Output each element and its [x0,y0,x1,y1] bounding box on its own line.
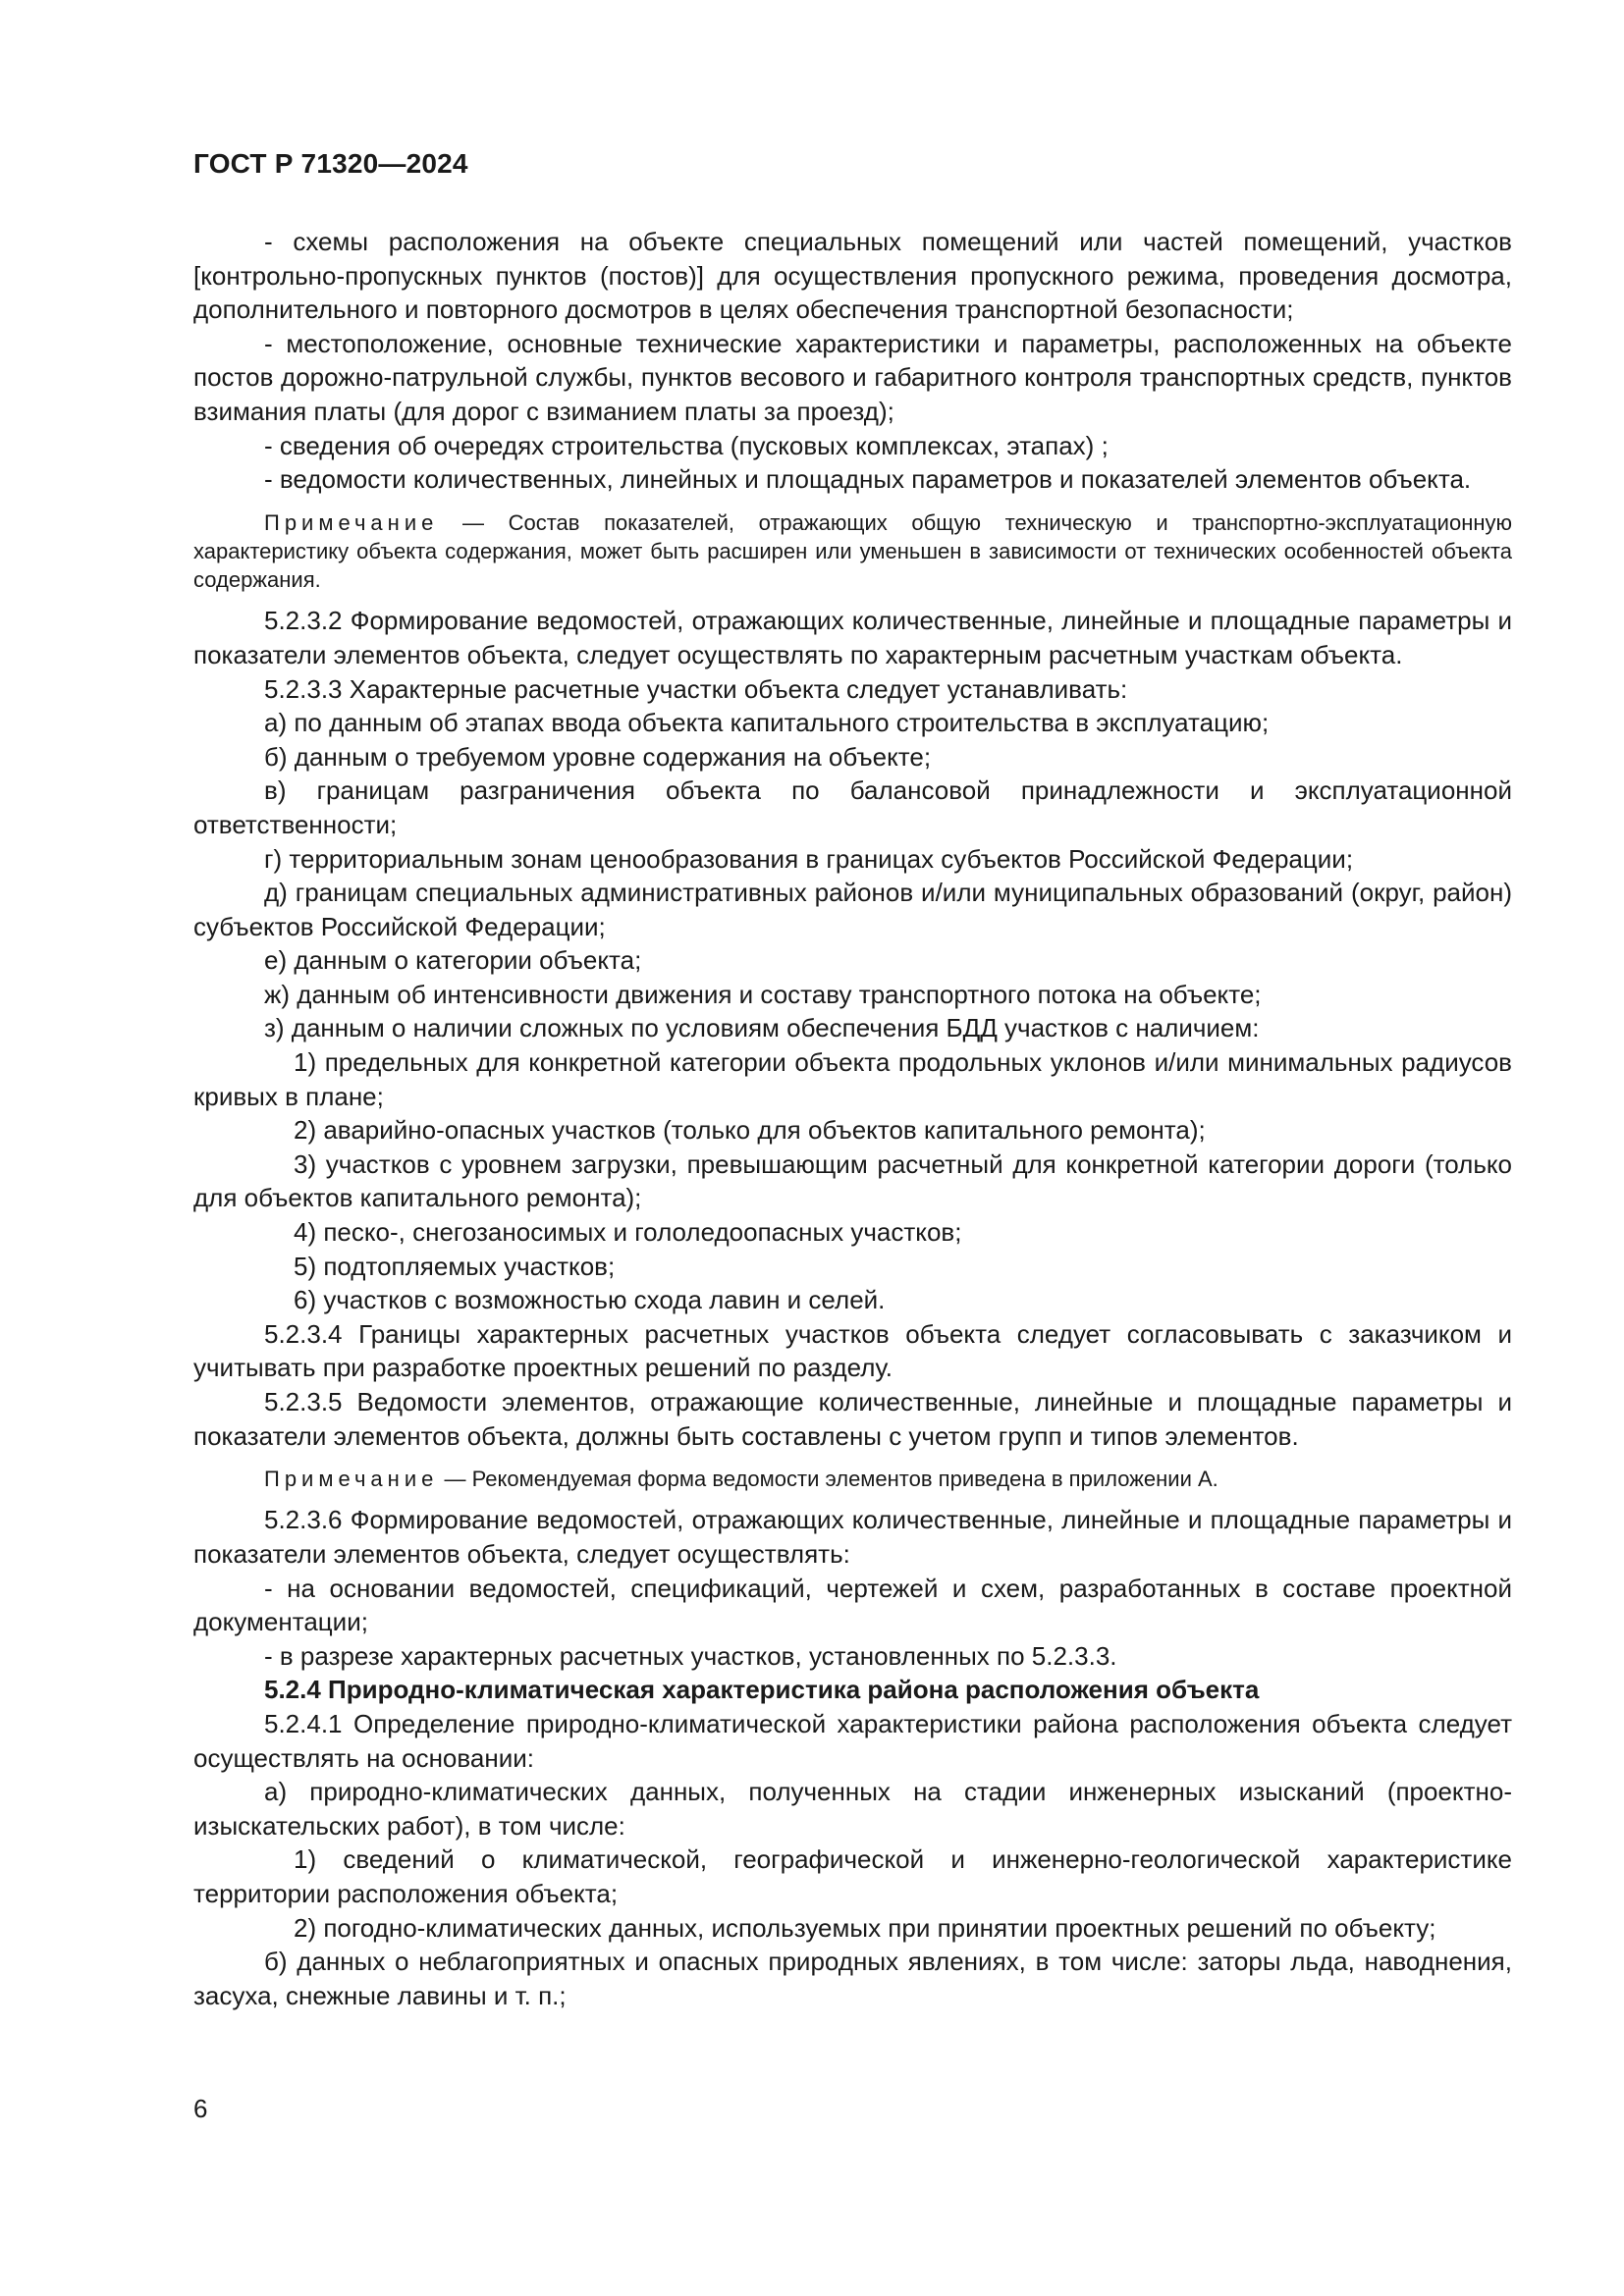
list-item: ж) данным об интенсивности движения и составу транспортного потока на объекте; [264,979,1262,1009]
sub-list-item: 1) предельных для конкретной категории объекта продольных уклонов и/или минимальных радиусов кривых в плане; [193,1047,1512,1111]
list-item: в) границам разграничения объекта по балансовой принадлежности и эксплуатационной ответственности; [193,775,1512,839]
list-item: а) природно-климатических данных, полученных на стадии инженерных изысканий (проектно-изыскательских работ), в том числе: [193,1777,1512,1841]
paragraph: 5.2.3.6 Формирование ведомостей, отражающих количественные, линейные и площадные параметры и показатели элементов объекта, следует осуществлять: [193,1505,1512,1569]
list-item: - на основании ведомостей, спецификаций, чертежей и схем, разработанных в составе проектной документации; [193,1573,1512,1637]
note-text: — Рекомендуемая форма ведомости элементов приведена в приложении А. [438,1467,1218,1492]
paragraph: 5.2.3.3 Характерные расчетные участки объекта следует устанавливать: [264,673,1128,704]
list-item: з) данным о наличии сложных по условиям обеспечения БДД участков с наличием: [264,1013,1260,1043]
note [193,508,1512,595]
list-item: д) границам специальных административных районов и/или муниципальных образований (округ, район) субъектов Российской Федерации; [193,878,1512,941]
sub-list-item: 5) подтопляемых участков; [294,1251,616,1281]
paragraph: 5.2.3.4 Границы характерных расчетных участков объекта следует согласовывать с заказчиком и учитывать при разработке проектных решений по разделу. [193,1318,1512,1383]
list-item: - в разрезе характерных расчетных участков, установленных по 5.2.3.3. [264,1640,1117,1671]
paragraph: 5.2.4.1 Определение природно-климатической характеристики района расположения объекта следует осуществлять на основании: [193,1708,1512,1773]
page-number: 6 [193,2094,208,2123]
sub-list-item: 1) сведений о климатической, географической и инженерно-геологической характеристике территории расположения объекта; [193,1844,1512,1908]
document-body [193,225,1512,2012]
list-item: г) территориальным зонам ценообразования в границах субъектов Российской Федерации; [264,843,1354,874]
sub-list-item: 3) участков с уровнем загрузки, превышающим расчетный для конкретной категории дороги (только для объектов капитального ремонта); [193,1148,1512,1213]
note-label: Примечание [264,509,439,535]
list-item: б) данным о требуемом уровне содержания на объекте; [264,741,932,772]
paragraph: - схемы расположения на объекте специальных помещений или частей помещений, участков [контрольно-пропускных пунктов (постов)] для осуществления пропускного режима, проведения досмотра, дополнительного и повторного досмотров в целях обеспечения транспортной безопасности; [193,227,1512,325]
sub-list-item: 4) песко-, снегозаносимых и гололедоопасных участков; [294,1217,962,1248]
list-item: а) по данным об этапах ввода объекта капитального строительства в эксплуатацию; [264,708,1270,738]
section-heading: 5.2.4 Природно-климатическая характеристика района расположения объекта [264,1675,1260,1705]
paragraph: - местоположение, основные технические характеристики и параметры, расположенных на объекте постов дорожно-патрульной службы, пунктов весового и габаритного контроля транспортных средств, пунктов взимания платы (для дорог с взиманием платы за проезд); [193,328,1512,426]
document-header: ГОСТ Р 71320—2024 [193,148,468,179]
sub-list-item: 2) аварийно-опасных участков (только для объектов капитального ремонта); [294,1115,1206,1146]
list-item: б) данных о неблагоприятных и опасных природных явлениях, в том числе: заторы льда, наводнения, засуха, снежные лавины и т. п.; [193,1947,1512,2010]
note-text: — Состав показателей, отражающих общую техническую и транспортно-эксплуатационную характеристику объекта содержания, может быть расширен или уменьшен в зависимости от технических особенностей объекта содержания. [193,509,1512,593]
sub-list-item: 2) погодно-климатических данных, используемых при принятии проектных решений по объекту; [294,1912,1436,1943]
paragraph: - ведомости количественных, линейных и площадных параметров и показателей элементов объекта. [264,464,1472,495]
list-item: е) данным о категории объекта; [264,945,642,976]
paragraph: 5.2.3.5 Ведомости элементов, отражающие количественные, линейные и площадные параметры и показатели элементов объекта, должны быть составлены с учетом групп и типов элементов. [193,1387,1512,1451]
note [193,1465,1512,1493]
paragraph: 5.2.3.2 Формирование ведомостей, отражающих количественные, линейные и площадные параметры и показатели элементов объекта, следует осуществлять по характерным расчетным участкам объекта. [193,606,1512,669]
paragraph: - сведения об очередях строительства (пусковых комплексах, этапах) ; [264,430,1109,460]
note-label: Примечание [264,1467,439,1492]
sub-list-item: 6) участков с возможностью схода лавин и селей. [294,1285,886,1315]
